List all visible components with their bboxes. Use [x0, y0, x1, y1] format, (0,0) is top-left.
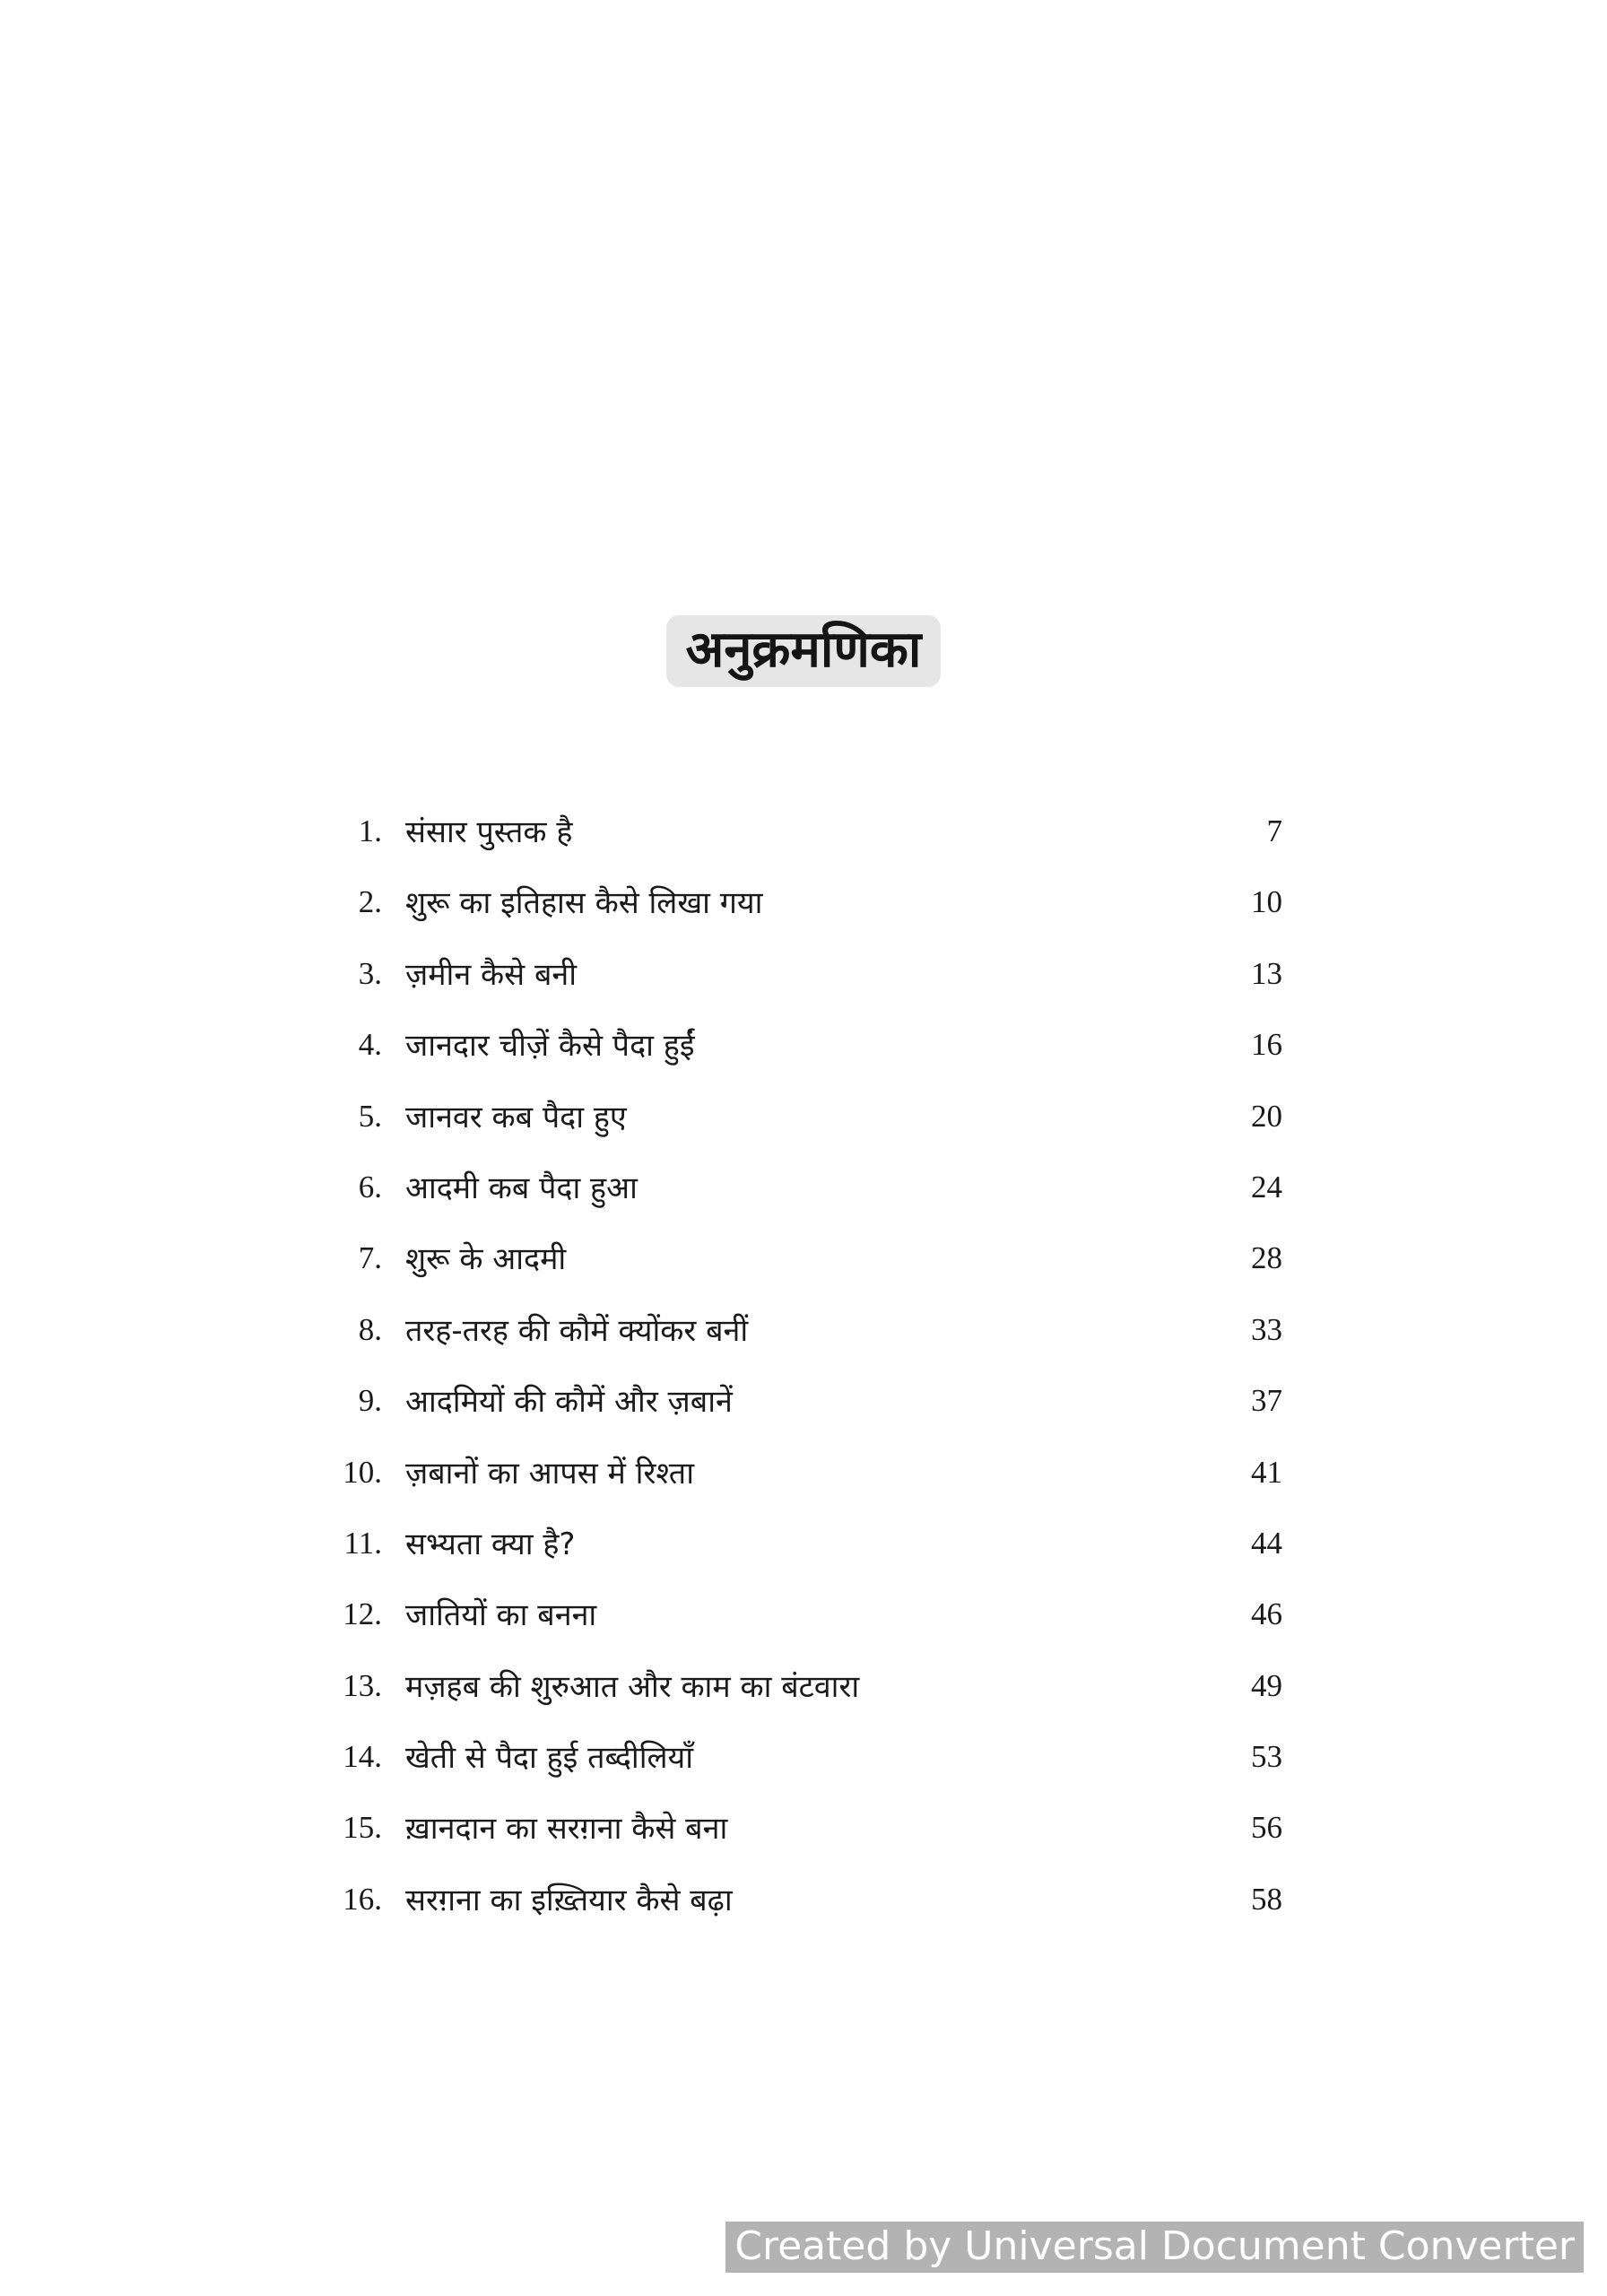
- toc-entry-page-number: 53: [1251, 1739, 1282, 1775]
- title-container: [0, 615, 1607, 687]
- toc-entry-page-number: 7: [1266, 813, 1282, 848]
- toc-entry-number: 16.: [343, 1881, 382, 1917]
- toc-entry-title: ज़मीन कैसे बनी: [405, 956, 578, 993]
- toc-entry: [323, 1370, 1282, 1441]
- toc-entry: [323, 801, 1282, 872]
- toc-entry-page-number: 49: [1251, 1667, 1282, 1703]
- watermark: Created by Universal Document Converter: [725, 2222, 1584, 2273]
- toc-entry-title: शुरू का इतिहास कैसे लिखा गया: [405, 885, 763, 922]
- toc-entry-title: मज़हब की शुरुआत और काम का बंटवारा: [405, 1668, 860, 1705]
- toc-entry: [323, 1300, 1282, 1370]
- toc-entry-page-number: 20: [1251, 1098, 1282, 1134]
- toc-entry: [323, 1726, 1282, 1797]
- toc-entry-title: जानदार चीज़ें कैसे पैदा हुईं: [405, 1028, 695, 1065]
- toc-entry-title: जानवर कब पैदा हुए: [405, 1099, 627, 1135]
- toc-entry-page-number: 56: [1251, 1810, 1282, 1846]
- toc-entry-page-number: 46: [1251, 1596, 1282, 1632]
- toc-entry-title: शुरू के आदमी: [405, 1241, 567, 1278]
- toc-entry-title: तरह-तरह की कौमें क्योंकर बनीं: [405, 1312, 749, 1349]
- toc-entry-title: सरग़ना का इख़्तियार कैसे बढ़ा: [405, 1882, 733, 1918]
- toc-entry-number: 6.: [358, 1169, 382, 1205]
- toc-entry-number: 11.: [343, 1525, 382, 1561]
- toc-entry-title: आदमी कब पैदा हुआ: [405, 1170, 638, 1206]
- toc-entry: [323, 1442, 1282, 1513]
- toc-entry-page-number: 58: [1251, 1881, 1282, 1917]
- toc-entry-page-number: 44: [1251, 1525, 1282, 1561]
- toc-entry-number: 14.: [343, 1739, 382, 1775]
- toc-entry-page-number: 13: [1251, 955, 1282, 991]
- toc-entry-title: सभ्यता क्या है?: [405, 1526, 576, 1562]
- toc-entry-page-number: 37: [1251, 1383, 1282, 1419]
- toc-entry-title: ख़ानदान का सरग़ना कैसे बना: [405, 1811, 728, 1848]
- toc-entry: [323, 1228, 1282, 1299]
- toc-entry-number: 9.: [358, 1383, 382, 1419]
- toc-entry-title: खेती से पैदा हुई तब्दीलियाँ: [405, 1740, 694, 1777]
- toc-entry: [323, 1086, 1282, 1157]
- toc-entry-title: आदमियों की कौमें और ज़बानें: [405, 1384, 733, 1421]
- toc-entry-page-number: 16: [1251, 1027, 1282, 1063]
- toc-entry-number: 5.: [358, 1098, 382, 1134]
- toc-entry-page-number: 28: [1251, 1240, 1282, 1276]
- page-title: अनुक्रमणिका: [666, 615, 942, 687]
- table-of-contents: [323, 801, 1282, 1940]
- toc-entry-number: 10.: [343, 1454, 382, 1490]
- toc-entry-number: 3.: [358, 955, 382, 991]
- toc-entry-page-number: 10: [1251, 884, 1282, 920]
- toc-entry: [323, 944, 1282, 1014]
- toc-entry-number: 1.: [358, 813, 382, 848]
- toc-entry: [323, 1157, 1282, 1228]
- toc-entry-number: 7.: [358, 1240, 382, 1276]
- toc-entry: [323, 1869, 1282, 1940]
- toc-entry-number: 13.: [343, 1667, 382, 1703]
- toc-entry-number: 12.: [343, 1596, 382, 1632]
- toc-entry-number: 4.: [358, 1027, 382, 1063]
- toc-entry: [323, 872, 1282, 943]
- toc-entry-title: संसार पुस्तक है: [405, 814, 573, 850]
- toc-entry-page-number: 24: [1251, 1169, 1282, 1205]
- toc-entry-number: 8.: [358, 1311, 382, 1347]
- toc-entry-title: ज़बानों का आपस में रिश्ता: [405, 1455, 694, 1492]
- toc-entry-number: 15.: [343, 1810, 382, 1846]
- toc-entry: [323, 1014, 1282, 1085]
- toc-entry-page-number: 41: [1251, 1454, 1282, 1490]
- toc-entry-title: जातियों का बनना: [405, 1597, 597, 1634]
- toc-entry-number: 2.: [358, 884, 382, 920]
- toc-entry-page-number: 33: [1251, 1311, 1282, 1347]
- toc-entry: [323, 1797, 1282, 1868]
- toc-entry: [323, 1584, 1282, 1655]
- toc-entry: [323, 1656, 1282, 1726]
- toc-entry: [323, 1513, 1282, 1584]
